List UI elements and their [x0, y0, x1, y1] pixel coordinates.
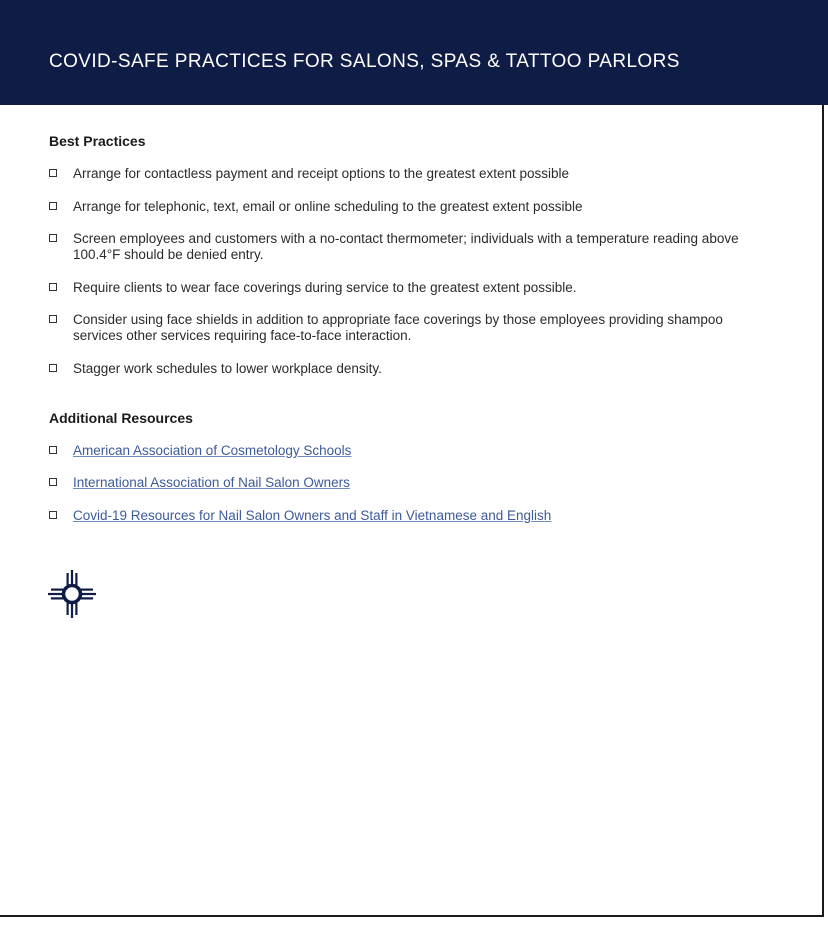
checkbox-bullet-icon	[49, 315, 57, 323]
checkbox-bullet-icon	[49, 446, 57, 454]
checkbox-bullet-icon	[49, 234, 57, 242]
list-item-text: Consider using face shields in addition to appropriate face coverings by those employees providing shampoo services other services requiring face-to-face interaction.	[73, 312, 723, 343]
checkbox-bullet-icon	[49, 169, 57, 177]
list-item-text: Stagger work schedules to lower workplace density.	[73, 361, 382, 376]
zia-sun-symbol-icon	[48, 570, 96, 618]
list-item-text: Screen employees and customers with a no-contact thermometer; individuals with a temperature reading above 100.4°F should be denied entry.	[73, 231, 739, 262]
list-item-text: Arrange for contactless payment and receipt options to the greatest extent possible	[73, 166, 570, 181]
list-item-text: Require clients to wear face coverings during service to the greatest extent possible.	[73, 280, 577, 295]
checkbox-bullet-icon	[49, 511, 57, 519]
link-international-association-nail-salon-owners[interactable]: International Association of Nail Salon Owners	[73, 475, 350, 490]
checkbox-bullet-icon	[49, 478, 57, 486]
page-title: COVID-SAFE PRACTICES FOR SALONS, SPAS & TATTOO PARLORS	[49, 51, 680, 72]
checkbox-bullet-icon	[49, 283, 57, 291]
link-covid-resources-nail-salon[interactable]: Covid-19 Resources for Nail Salon Owners and Staff in Vietnamese and English	[73, 508, 552, 523]
checkbox-bullet-icon	[49, 202, 57, 210]
link-american-association-cosmetology-schools[interactable]: American Association of Cosmetology Schools	[73, 443, 352, 458]
additional-resources-heading: Additional Resources	[49, 410, 193, 426]
list-item-text: Arrange for telephonic, text, email or online scheduling to the greatest extent possible	[73, 199, 583, 214]
page-header-banner	[0, 0, 828, 105]
best-practices-heading: Best Practices	[49, 133, 146, 149]
checkbox-bullet-icon	[49, 364, 57, 372]
